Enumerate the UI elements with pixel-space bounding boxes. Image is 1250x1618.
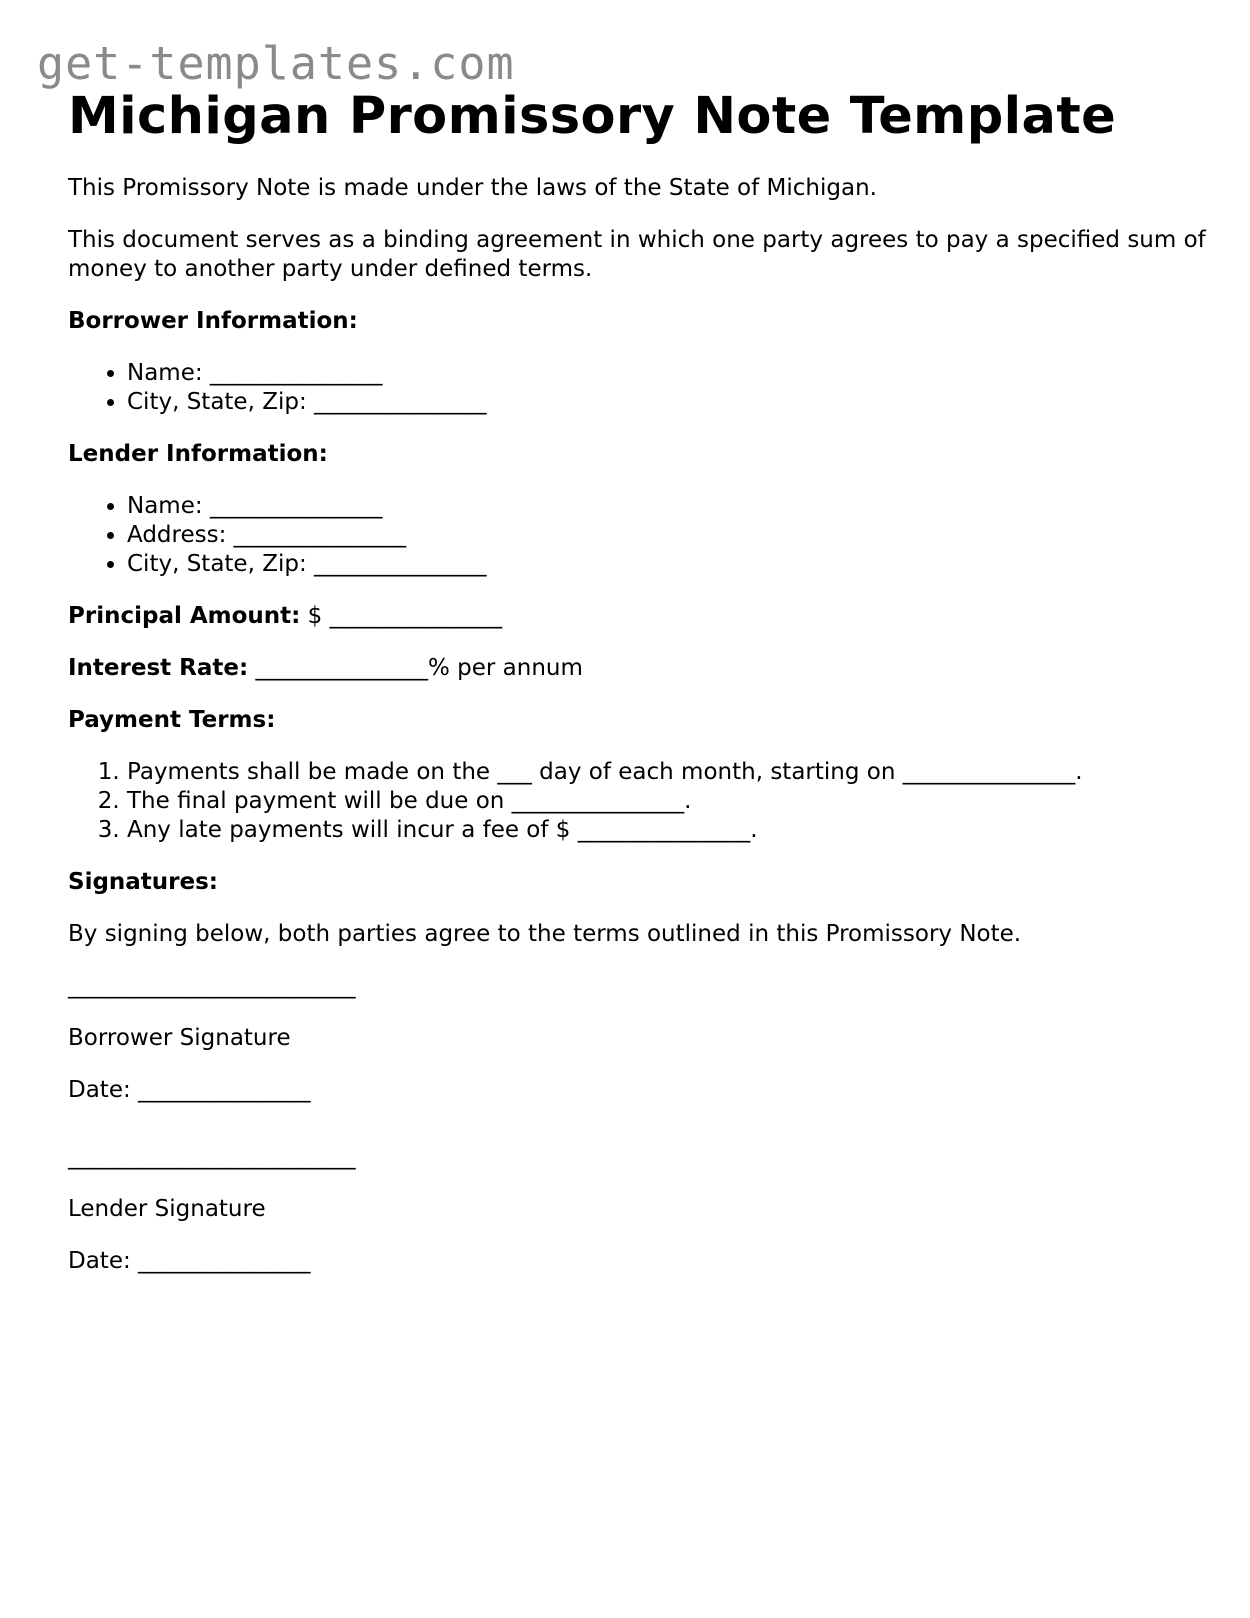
lender-signature-label: Lender Signature <box>68 1196 266 1222</box>
lender-city-state-zip-field: • City, State, Zip: _______________ <box>127 550 1218 579</box>
payment-term-final: 2. The final payment will be due on _______________. <box>127 787 1218 816</box>
principal-amount-value: $ _______________ <box>300 603 503 629</box>
site-watermark: get-templates.com <box>37 37 515 90</box>
description-paragraph: This document serves as a binding agreement in which one party agrees to pay a specified sum of money to another party under defined terms. <box>68 227 1206 282</box>
lender-name-field: • Name: _______________ <box>127 492 1218 521</box>
borrower-info-heading: Borrower Information: <box>68 308 358 334</box>
lender-info-list <box>68 492 1218 579</box>
payment-terms-list <box>68 758 1218 845</box>
principal-amount-label: Principal Amount: <box>68 603 301 629</box>
interest-rate-label: Interest Rate: <box>68 655 249 681</box>
borrower-info-list <box>68 359 1218 417</box>
borrower-city-state-zip-field: • City, State, Zip: _______________ <box>127 388 1218 417</box>
interest-rate-line <box>68 654 1218 683</box>
principal-amount-line <box>68 602 1218 631</box>
intro-paragraph: This Promissory Note is made under the laws of the State of Michigan. <box>68 175 877 201</box>
borrower-name-field: • Name: _______________ <box>127 359 1218 388</box>
interest-rate-value: _______________% per annum <box>248 655 583 681</box>
lender-info-heading: Lender Information: <box>68 441 328 467</box>
lender-signature-date: Date: _______________ <box>68 1248 311 1274</box>
payment-term-monthly: 1. Payments shall be made on the ___ day of each month, starting on _______________. <box>127 758 1218 787</box>
document-title: Michigan Promissory Note Template <box>68 87 1117 146</box>
signatures-statement: By signing below, both parties agree to the terms outlined in this Promissory Note. <box>68 921 1022 947</box>
borrower-signature-label: Borrower Signature <box>68 1025 291 1051</box>
signatures-heading: Signatures: <box>68 869 219 895</box>
lender-signature-line: _________________________ <box>68 1144 356 1170</box>
borrower-signature-line: _________________________ <box>68 973 356 999</box>
lender-address-field: • Address: _______________ <box>127 521 1218 550</box>
borrower-signature-date: Date: _______________ <box>68 1077 311 1103</box>
payment-term-late-fee: 3. Any late payments will incur a fee of $ _______________. <box>127 816 1218 845</box>
payment-terms-heading: Payment Terms: <box>68 707 276 733</box>
document-page <box>68 86 1218 1276</box>
